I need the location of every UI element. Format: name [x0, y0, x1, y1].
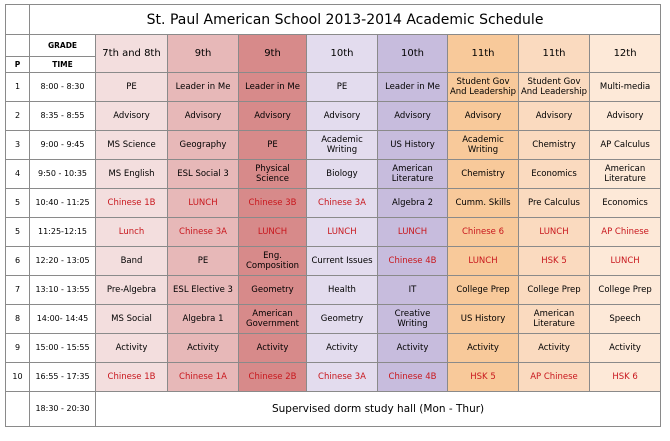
class-cell: Pre-Algebra	[96, 276, 168, 305]
schedule-row	[6, 73, 661, 102]
class-cell: Chinese 2B	[239, 363, 307, 392]
class-cell: Band	[96, 247, 168, 276]
class-cell: Creative Writing	[378, 305, 448, 334]
schedule-row	[6, 276, 661, 305]
class-cell: US History	[448, 305, 519, 334]
class-cell: Activity	[590, 334, 661, 363]
class-cell: HSK 6	[590, 363, 661, 392]
class-cell: Economics	[590, 189, 661, 218]
schedule-row	[6, 160, 661, 189]
class-cell: Advisory	[448, 102, 519, 131]
grade-header-11b: 11th	[519, 35, 590, 73]
period-number: 1	[6, 73, 30, 102]
class-cell: ESL Social 3	[168, 160, 239, 189]
class-cell: Academic Writing	[307, 131, 378, 160]
grade-header-9b: 9th	[239, 35, 307, 73]
class-cell: AP Chinese	[519, 363, 590, 392]
class-cell: American Literature	[519, 305, 590, 334]
class-cell: Algebra 2	[378, 189, 448, 218]
time-slot: 8:35 - 8:55	[30, 102, 96, 131]
time-slot: 10:40 - 11:25	[30, 189, 96, 218]
class-cell: Leader in Me	[378, 73, 448, 102]
class-cell: Advisory	[590, 102, 661, 131]
class-cell: PE	[307, 73, 378, 102]
class-cell: American Government	[239, 305, 307, 334]
class-cell: Leader in Me	[239, 73, 307, 102]
class-cell: AP Calculus	[590, 131, 661, 160]
class-cell: Advisory	[96, 102, 168, 131]
schedule-row	[6, 363, 661, 392]
time-slot: 15:00 - 15:55	[30, 334, 96, 363]
time-slot: 14:00- 14:45	[30, 305, 96, 334]
class-cell: Eng. Composition	[239, 247, 307, 276]
schedule-row	[6, 305, 661, 334]
class-cell: Leader in Me	[168, 73, 239, 102]
class-cell: ESL Elective 3	[168, 276, 239, 305]
time-slot: 9:50 - 10:35	[30, 160, 96, 189]
schedule-row	[6, 102, 661, 131]
class-cell: Chinese 3A	[168, 218, 239, 247]
schedule-title: St. Paul American School 2013-2014 Academic Schedule	[30, 5, 661, 35]
class-cell: Chinese 1B	[96, 189, 168, 218]
class-cell: Lunch	[96, 218, 168, 247]
class-cell: PE	[239, 131, 307, 160]
period-number: 6	[6, 247, 30, 276]
class-cell: Algebra 1	[168, 305, 239, 334]
class-cell: LUNCH	[448, 247, 519, 276]
class-cell: Chinese 3A	[307, 189, 378, 218]
class-cell: Student Gov And Leadership	[448, 73, 519, 102]
period-number: 5	[6, 218, 30, 247]
period-number: 9	[6, 334, 30, 363]
time-slot: 9:00 - 9:45	[30, 131, 96, 160]
class-cell: Advisory	[239, 102, 307, 131]
class-cell: Physical Science	[239, 160, 307, 189]
period-number: 4	[6, 160, 30, 189]
class-cell: Academic Writing	[448, 131, 519, 160]
class-cell: College Prep	[590, 276, 661, 305]
class-cell: Activity	[519, 334, 590, 363]
class-cell: Geometry	[239, 276, 307, 305]
class-cell: American Literature	[590, 160, 661, 189]
class-cell: Geometry	[307, 305, 378, 334]
class-cell: Chemistry	[519, 131, 590, 160]
schedule-row	[6, 334, 661, 363]
class-cell: Activity	[239, 334, 307, 363]
class-cell: American Literature	[378, 160, 448, 189]
class-cell: Multi-media	[590, 73, 661, 102]
class-cell: AP Chinese	[590, 218, 661, 247]
class-cell: LUNCH	[519, 218, 590, 247]
class-cell: Chinese 3A	[307, 363, 378, 392]
class-cell: Pre Calculus	[519, 189, 590, 218]
time-slot: 16:55 - 17:35	[30, 363, 96, 392]
class-cell: LUNCH	[378, 218, 448, 247]
class-cell: Speech	[590, 305, 661, 334]
footer-study-hall: Supervised dorm study hall (Mon - Thur)	[96, 392, 661, 427]
time-slot: 8:00 - 8:30	[30, 73, 96, 102]
footer-period-blank	[6, 392, 30, 427]
corner-blank-cell	[6, 5, 30, 35]
class-cell: Economics	[519, 160, 590, 189]
class-cell: Geography	[168, 131, 239, 160]
time-slot: 12:20 - 13:05	[30, 247, 96, 276]
schedule-row	[6, 218, 661, 247]
class-cell: Chinese 4B	[378, 363, 448, 392]
period-number: 5	[6, 189, 30, 218]
class-cell: LUNCH	[168, 189, 239, 218]
class-cell: PE	[96, 73, 168, 102]
footer-time: 18:30 - 20:30	[30, 392, 96, 427]
class-cell: LUNCH	[239, 218, 307, 247]
schedule-row	[6, 247, 661, 276]
time-slot: 11:25-12:15	[30, 218, 96, 247]
class-cell: Chemistry	[448, 160, 519, 189]
class-cell: MS Social	[96, 305, 168, 334]
class-cell: Health	[307, 276, 378, 305]
class-cell: Advisory	[307, 102, 378, 131]
period-number: 10	[6, 363, 30, 392]
class-cell: Activity	[378, 334, 448, 363]
class-cell: Student Gov And Leadership	[519, 73, 590, 102]
class-cell: MS English	[96, 160, 168, 189]
class-cell: Advisory	[519, 102, 590, 131]
class-cell: Activity	[307, 334, 378, 363]
class-cell: Chinese 6	[448, 218, 519, 247]
schedule-row	[6, 131, 661, 160]
grade-header-9a: 9th	[168, 35, 239, 73]
class-cell: Chinese 1B	[96, 363, 168, 392]
class-cell: LUNCH	[590, 247, 661, 276]
class-cell: College Prep	[519, 276, 590, 305]
grade-header-7-8: 7th and 8th	[96, 35, 168, 73]
period-header-label: P	[6, 57, 30, 73]
class-cell: HSK 5	[519, 247, 590, 276]
class-cell: College Prep	[448, 276, 519, 305]
class-cell: Cumm. Skills	[448, 189, 519, 218]
class-cell: MS Science	[96, 131, 168, 160]
class-cell: PE	[168, 247, 239, 276]
class-cell: Chinese 1A	[168, 363, 239, 392]
period-header-blank	[6, 35, 30, 57]
grade-header-11a: 11th	[448, 35, 519, 73]
schedule-row	[6, 189, 661, 218]
grade-header-10a: 10th	[307, 35, 378, 73]
grade-header-label: GRADE	[30, 35, 96, 57]
time-slot: 13:10 - 13:55	[30, 276, 96, 305]
schedule-body	[6, 73, 661, 392]
period-number: 3	[6, 131, 30, 160]
class-cell: US History	[378, 131, 448, 160]
class-cell: IT	[378, 276, 448, 305]
class-cell: Activity	[96, 334, 168, 363]
class-cell: Activity	[168, 334, 239, 363]
grade-header-10b: 10th	[378, 35, 448, 73]
time-header-label: TIME	[30, 57, 96, 73]
class-cell: Advisory	[378, 102, 448, 131]
class-cell: Chinese 3B	[239, 189, 307, 218]
class-cell: HSK 5	[448, 363, 519, 392]
class-cell: Biology	[307, 160, 378, 189]
period-number: 8	[6, 305, 30, 334]
period-number: 2	[6, 102, 30, 131]
class-cell: Current Issues	[307, 247, 378, 276]
grade-header-12: 12th	[590, 35, 661, 73]
schedule-table	[5, 4, 661, 427]
period-number: 7	[6, 276, 30, 305]
class-cell: Activity	[448, 334, 519, 363]
class-cell: Chinese 4B	[378, 247, 448, 276]
class-cell: LUNCH	[307, 218, 378, 247]
class-cell: Advisory	[168, 102, 239, 131]
